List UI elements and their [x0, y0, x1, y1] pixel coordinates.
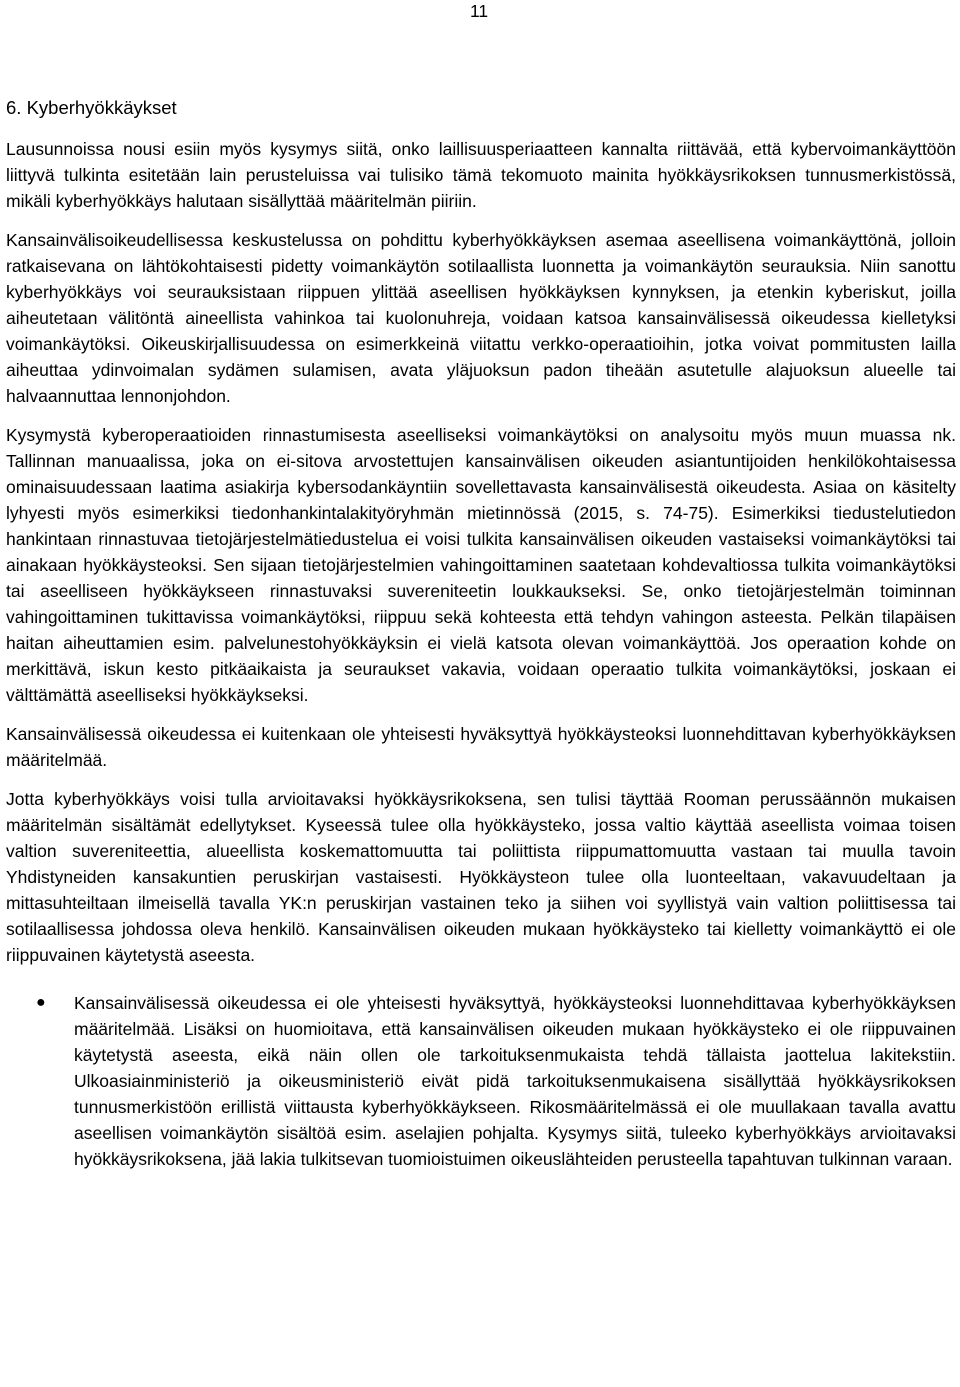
document-body [6, 95, 956, 1172]
page-number: 11 [470, 1, 489, 21]
section-heading: 6. Kyberhyökkäykset [6, 97, 177, 118]
paragraph: Kansainvälisessä oikeudessa ei kuitenkaan ole yhteisesti hyväksyttyä hyökkäysteoksi luonnehdittavan kyberhyökkäyksen määritelmää. [6, 724, 956, 770]
paragraph: Kysymystä kyberoperaatioiden rinnastumisesta aseelliseksi voimankäytöksi on analysoitu myös muun muassa nk. Tallinnan manuaalissa, joka on ei-sitova arvostettujen kansainvälisen oikeuden asiantuntijoiden henkilökohtaisessa ominaisuudessaan laatima asiakirja kybersodankäyntiin sovellettavasta kansainvälisestä oikeudesta. Asiaa on käsitelty lyhyesti myös esimerkiksi tiedonhankintalakityöryhmän mietinnössä (2015, s. 74-75). Esimerkiksi tiedustelutiedon hankintaan rinnastuvaa tietojärjestelmätiedustelua ei voisi tulkita kansainvälisen oikeuden vastaiseksi voimankäytöksi tai ainakaan hyökkäysteoksi. Sen sijaan tietojärjestelmien vahingoittaminen saatetaan kohdevaltiossa tulkita voimankäytöksi tai aseelliseen hyökkäykseen rinnastuvaksi suvereniteetin loukkaukseksi. Se, onko tietojärjestelmän toiminnan vahingoittaminen tukittavissa voimankäytöksi, riippuu sekä kohteesta että tehdyn vahingon asteesta. Pelkän tilapäisen haitan aiheuttamien esim. palvelunestohyökkäyksin ei vielä katsota olevan voimankäyttöä. Jos operaation kohde on merkittävä, iskun kesto pitkäaikaista ja seuraukset vakavia, voidaan operaatio tulkita voimankäytöksi, joskaan ei välttämättä aseelliseksi hyökkäykseksi. [6, 425, 956, 705]
bullet-icon: ● [36, 994, 46, 1011]
paragraph: Kansainvälisoikeudellisessa keskustelussa on pohdittu kyberhyökkäyksen asemaa aseellisena voimankäyttönä, jolloin ratkaisevana on lähtökohtaisesti pidetty voimankäytön sotilaallista luonnetta ja voimankäytön seurauksia. Niin sanottu kyberhyökkäys voi seurauksistaan riippuen ylittää aseellisen hyökkäyksen kynnyksen, ja etenkin kyberiskut, joilla aiheutetaan välitöntä aineellista vahinkoa tai kuolonuhreja, voidaan katsoa kansainvälisessä oikeudessa kielletyksi voimankäytöksi. Oikeuskirjallisuudessa on esimerkkeinä viitattu verkko-operaatioihin, jotka voivat pommitusten lailla aiheuttaa ydinvoimalan sydämen sulamisen, avata yläjuoksun padon tiheään asutetulle alajuoksun alueelle tai halvaannuttaa lennonjohdon. [6, 230, 956, 406]
bullet-list [6, 990, 956, 1172]
paragraph: Lausunnoissa nousi esiin myös kysymys siitä, onko laillisuusperiaatteen kannalta riittävää, että kybervoimankäyttöön liittyvä tulkinta esitetään lain perusteluissa vai tulisiko tämä tekomuoto mainita hyökkäysrikoksen tunnusmerkistössä, mikäli kyberhyökkäys halutaan sisällyttää määritelmän piiriin. [6, 139, 956, 211]
bullet-text: Kansainvälisessä oikeudessa ei ole yhteisesti hyväksyttyä, hyökkäysteoksi luonnehdittavaa kyberhyökkäyksen määritelmää. Lisäksi on huomioitava, että kansainvälisen oikeuden mukaan hyökkäysteko ei ole riippuvainen käytetystä aseesta, eikä näin ollen ole tarkoituksenmukaista tehdä tällaista jaottelua lakitekstiin. Ulkoasiainministeriö ja oikeusministeriö eivät pidä tarkoituksenmukaisena sisällyttää hyökkäysrikoksen tunnusmerkistöön erillistä viittausta kyberhyökkäykseen. Rikosmääritelmässä ei ole muullakaan tavalla avattu aseellisen voimankäytön sisältöä esim. aselajien pohjalta. Kysymys siitä, tuleeko kyberhyökkäys arvioitavaksi hyökkäysrikoksena, jää lakia tulkitsevan tuomioistuimen oikeuslähteiden perusteella tapahtuvan tulkinnan varaan. [74, 993, 956, 1169]
bullet-item [6, 990, 956, 1172]
paragraph: Jotta kyberhyökkäys voisi tulla arvioitavaksi hyökkäysrikoksena, sen tulisi täyttää Rooman perussäännön mukaisen määritelmän sisältämät edellytykset. Kyseessä tulee olla hyökkäysteko, jossa valtio käyttää aseellista voimaa toisen valtion suvereniteettia, alueellista koskemattomuutta tai poliittista riippumattomuutta vastaan tai muulla tavoin Yhdistyneiden kansakuntien peruskirjan vastaisesti. Hyökkäysteon tulee olla luonteeltaan, vakavuudeltaan ja mittasuhteiltaan ilmeisellä tavalla YK:n peruskirjan vastainen teko ja siihen voi syyllistyä vain valtion poliittisessa tai sotilaallisessa johdossa oleva henkilö. Kansainvälisen oikeuden mukaan hyökkäysteko tai kielletty voimankäyttö ei ole riippuvainen käytetystä aseesta. [6, 789, 956, 965]
